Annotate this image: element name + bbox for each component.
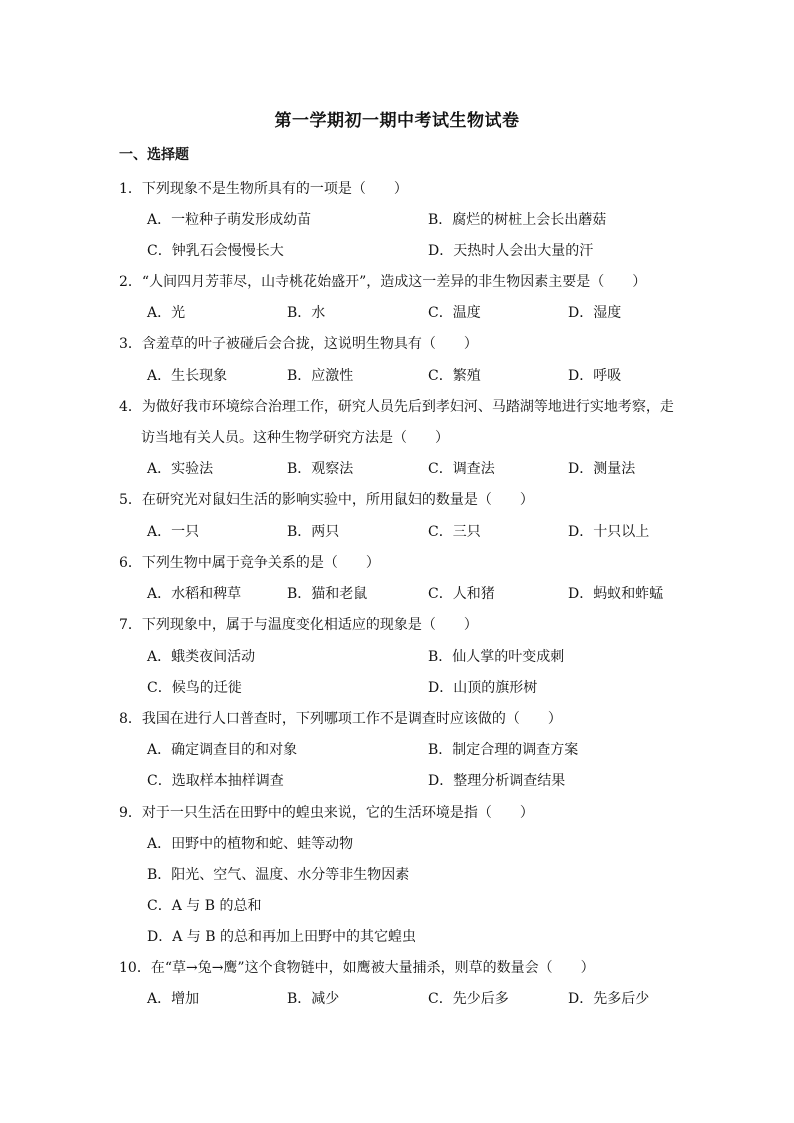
question-7-option-c: C．候鸟的迁徙 [147, 680, 242, 696]
question-4-option-d: D．测量法 [568, 461, 636, 477]
question-5-option-d: D．十只以上 [568, 524, 650, 540]
question-5-option-b: B．两只 [287, 524, 340, 540]
question-8-option-c: C．选取样本抽样调查 [147, 773, 284, 789]
question-2-stem: 2．“人间四月芳菲尽，山寺桃花始盛开”，造成这一差异的非生物因素主要是（ ） [119, 274, 647, 290]
question-8-option-b: B．制定合理的调查方案 [428, 742, 579, 758]
question-1-option-c: C．钟乳石会慢慢长大 [147, 243, 284, 259]
question-6-option-c: C．人和猪 [428, 586, 495, 602]
question-3-option-d: D．呼吸 [568, 368, 622, 384]
question-2-option-c: C．温度 [428, 305, 481, 321]
question-9-option-c: C．A 与 B 的总和 [147, 898, 262, 914]
question-9-option-a: A．田野中的植物和蛇、蛙等动物 [147, 836, 354, 852]
question-9-option-d: D．A 与 B 的总和再加上田野中的其它蝗虫 [147, 929, 416, 945]
question-5-stem: 5．在研究光对鼠妇生活的影响实验中，所用鼠妇的数量是（ ） [119, 492, 534, 508]
question-10-option-b: B．减少 [287, 991, 340, 1007]
question-7-option-d: D．山顶的旗形树 [428, 680, 538, 696]
question-7-option-a: A．蛾类夜间活动 [147, 649, 256, 665]
question-5-option-a: A．一只 [147, 524, 200, 540]
question-5-option-c: C．三只 [428, 524, 481, 540]
question-3-option-a: A．生长现象 [147, 368, 228, 384]
question-3-option-c: C．繁殖 [428, 368, 481, 384]
question-4-stem: 4．为做好我市环境综合治理工作，研究人员先后到孝妇河、马踏湖等地进行实地考察，走 [119, 399, 674, 415]
question-6-option-d: D．蚂蚁和蚱蜢 [568, 586, 664, 602]
question-10-stem: 10．在“草→兔→鹰”这个食物链中，如鹰被大量捕杀，则草的数量会（ ） [119, 960, 595, 976]
question-4-stem-continued: 访当地有关人员。这种生物学研究方法是（ ） [141, 430, 449, 446]
question-3-stem: 3．含羞草的叶子被碰后会合拢，这说明生物具有（ ） [119, 336, 478, 352]
question-4-option-a: A．实验法 [147, 461, 214, 477]
question-1-option-d: D．天热时人会出大量的汗 [428, 243, 594, 259]
question-8-option-a: A．确定调查目的和对象 [147, 742, 298, 758]
question-4-option-b: B．观察法 [287, 461, 354, 477]
question-2-option-a: A．光 [147, 305, 186, 321]
question-1-stem: 1．下列现象不是生物所具有的一项是（ ） [119, 181, 408, 197]
question-6-option-a: A．水稻和稗草 [147, 586, 242, 602]
question-9-option-b: B．阳光、空气、温度、水分等非生物因素 [147, 867, 410, 883]
question-6-option-b: B．猫和老鼠 [287, 586, 368, 602]
question-8-option-d: D．整理分析调查结果 [428, 773, 566, 789]
question-7-stem: 7．下列现象中，属于与温度变化相适应的现象是（ ） [119, 617, 478, 633]
question-10-option-a: A．增加 [147, 991, 200, 1007]
section-heading: 一、选择题 [119, 147, 189, 163]
question-2-option-b: B．水 [287, 305, 326, 321]
question-3-option-b: B．应激性 [287, 368, 354, 384]
question-1-option-b: B．腐烂的树桩上会长出蘑菇 [428, 212, 607, 228]
question-1-option-a: A．一粒种子萌发形成幼苗 [147, 212, 312, 228]
question-2-option-d: D．湿度 [568, 305, 622, 321]
question-7-option-b: B．仙人掌的叶变成刺 [428, 649, 565, 665]
question-8-stem: 8．我国在进行人口普查时，下列哪项工作不是调查时应该做的（ ） [119, 711, 562, 727]
question-6-stem: 6．下列生物中属于竞争关系的是（ ） [119, 555, 380, 571]
question-10-option-c: C．先少后多 [428, 991, 509, 1007]
question-4-option-c: C．调查法 [428, 461, 495, 477]
page-title: 第一学期初一期中考试生物试卷 [274, 111, 520, 131]
question-10-option-d: D．先多后少 [568, 991, 650, 1007]
question-9-stem: 9．对于一只生活在田野中的蝗虫来说，它的生活环境是指（ ） [119, 805, 534, 821]
